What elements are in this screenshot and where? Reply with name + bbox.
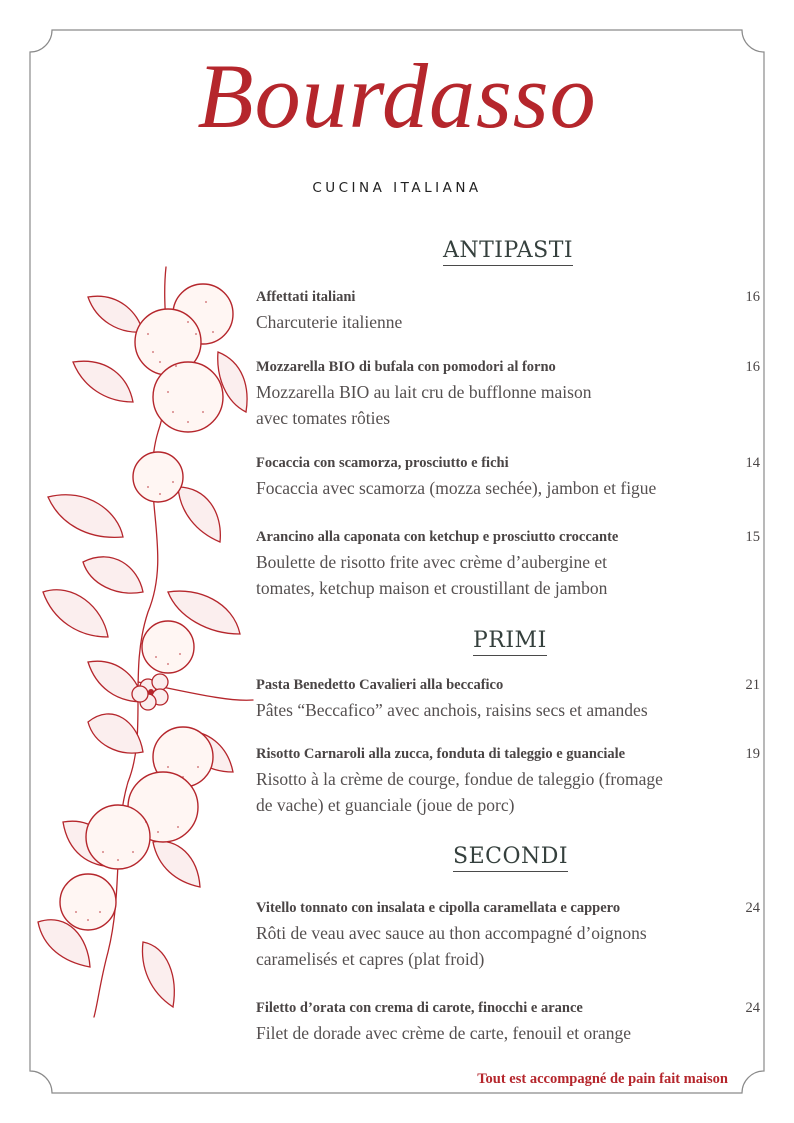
- item-desc-line: Boulette de risotto frite avec crème d’aubergine et: [256, 552, 607, 572]
- item-name: Affettati italiani: [256, 289, 356, 305]
- menu-item: [256, 359, 760, 431]
- item-description: [256, 766, 760, 818]
- menu-item: [256, 746, 760, 818]
- item-price: 24: [745, 1000, 760, 1016]
- item-description: [256, 379, 760, 431]
- item-description: [256, 475, 760, 501]
- item-name: Risotto Carnaroli alla zucca, fonduta di taleggio e guanciale: [256, 746, 626, 762]
- item-price: 16: [745, 289, 760, 305]
- menu-item: [256, 677, 760, 723]
- item-desc-line: Focaccia avec scamorza (mozza sechée), jambon et figue: [256, 478, 657, 498]
- item-name: Filetto d’orata con crema di carote, finocchi e arance: [256, 1000, 583, 1016]
- footer-note: Tout est accompagné de pain fait maison: [477, 1071, 728, 1087]
- item-desc-line: de vache) et guanciale (joue de porc): [256, 795, 515, 815]
- brand-tagline: CUCINA ITALIANA: [312, 180, 482, 196]
- item-name: Focaccia con scamorza, prosciutto e fichi: [256, 455, 509, 471]
- item-desc-line: caramelisés et capres (plat froid): [256, 949, 485, 969]
- menu-item: [256, 289, 760, 335]
- item-name: Mozzarella BIO di bufala con pomodori al forno: [256, 359, 556, 375]
- item-desc-line: avec tomates rôties: [256, 408, 391, 428]
- item-name: Pasta Benedetto Cavalieri alla beccafico: [256, 677, 504, 693]
- item-price: 24: [745, 900, 760, 916]
- item-description: [256, 309, 760, 335]
- item-price: 14: [745, 455, 760, 471]
- item-desc-line: Mozzarella BIO au lait cru de bufflonne maison: [256, 382, 592, 402]
- item-description: [256, 1020, 760, 1046]
- menu-item: [256, 529, 760, 601]
- item-price: 15: [745, 529, 760, 545]
- item-desc-line: Rôti de veau avec sauce au thon accompagné d’oignons: [256, 923, 647, 943]
- menu-item: [256, 900, 760, 972]
- section-title-primi: PRIMI: [473, 628, 547, 656]
- item-description: [256, 549, 760, 601]
- item-price: 21: [745, 677, 760, 693]
- section-title-antipasti: ANTIPASTI: [443, 238, 573, 266]
- item-name: Vitello tonnato con insalata e cipolla caramellata e cappero: [256, 900, 621, 916]
- item-name: Arancino alla caponata con ketchup e prosciutto croccante: [256, 529, 619, 545]
- item-description: [256, 697, 760, 723]
- item-price: 16: [745, 359, 760, 375]
- item-desc-line: Filet de dorade avec crème de carte, fenouil et orange: [256, 1023, 632, 1043]
- peach-branch-illustration: [28, 262, 258, 1022]
- item-desc-line: Risotto à la crème de courge, fondue de taleggio (fromage: [256, 769, 663, 789]
- menu-item: [256, 1000, 760, 1046]
- item-desc-line: Pâtes “Beccafico” avec anchois, raisins secs et amandes: [256, 700, 648, 720]
- item-desc-line: Charcuterie italienne: [256, 312, 403, 332]
- item-price: 19: [745, 746, 760, 762]
- brand-logo: Bourdasso: [197, 45, 597, 147]
- section-title-secondi: SECONDI: [453, 844, 568, 872]
- menu-item: [256, 455, 760, 501]
- item-desc-line: tomates, ketchup maison et croustillant de jambon: [256, 578, 608, 598]
- item-description: [256, 920, 760, 972]
